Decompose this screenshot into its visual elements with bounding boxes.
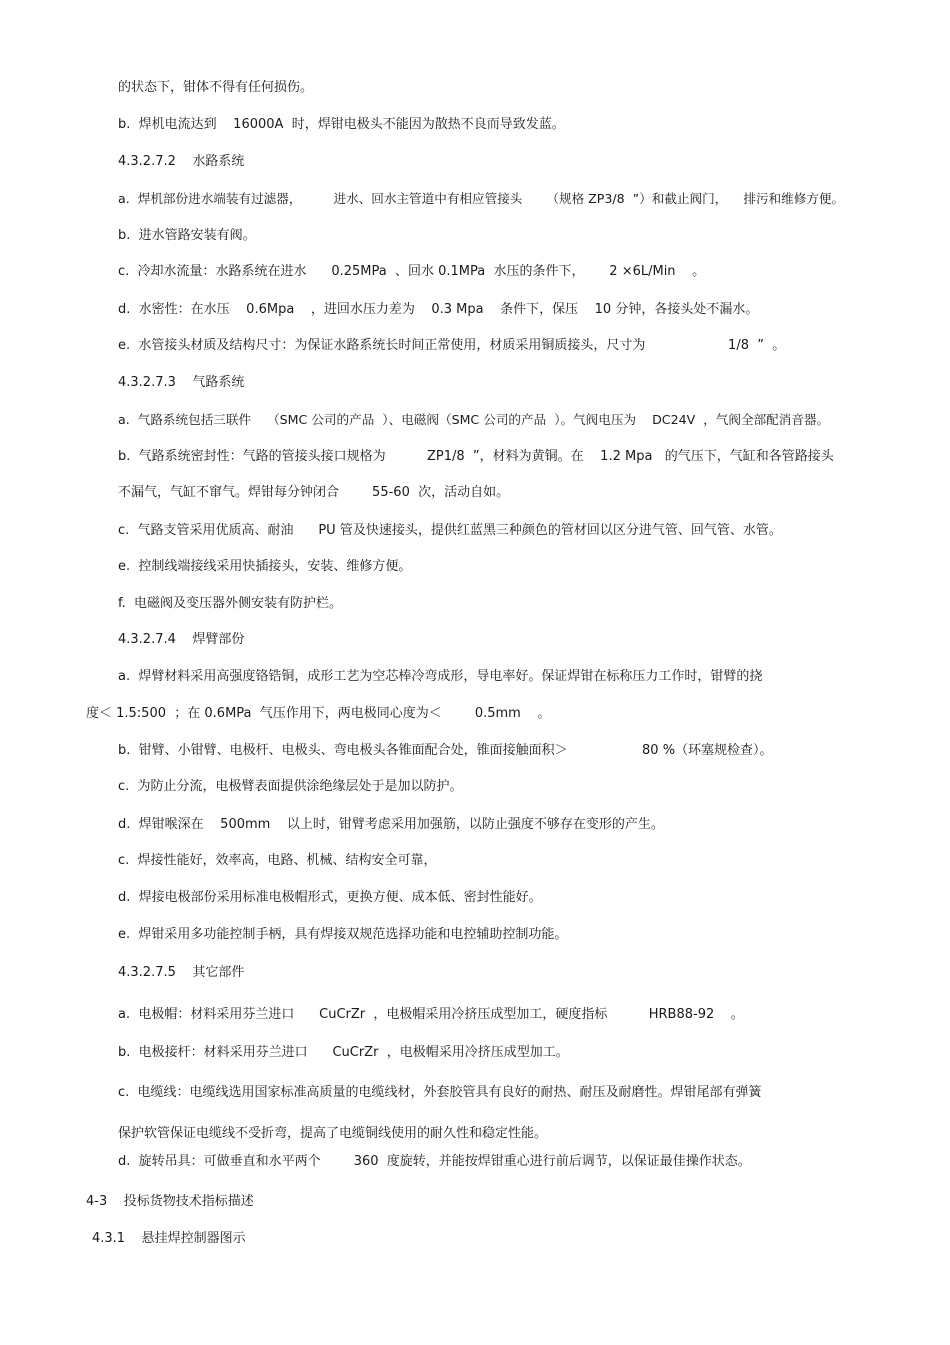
text-line: e. 水管接头材质及结构尺寸：为保证水路系统长时间正常使用，材质采用铜质接头，尺寸为 1/8 ” 。	[118, 338, 786, 353]
text-line: b. 钳臂、小钳臂、电极杆、电极头、弯电极头各锥面配合处，锥面接触面积＞ 80 %（环塞规检查）。	[118, 743, 773, 758]
text-line: d. 焊接电极部份采用标准电极帽形式，更换方便、成本低、密封性能好。	[118, 890, 542, 905]
text-line: b. 气路系统密封性：气路的管接头接口规格为 ZP1/8 ”，材料为黄铜。在 1.2 Mpa 的气压下，气缸和各管路接头	[118, 449, 834, 464]
text-line: d. 旋转吊具：可做垂直和水平两个 360 度旋转，并能按焊钳重心进行前后调节，以保证最佳操作状态。	[118, 1154, 751, 1169]
text-line: d. 水密性：在水压 0.6Mpa ，进回水压力差为 0.3 Mpa 条件下，保压 10 分钟，各接头处不漏水。	[118, 302, 759, 317]
text-line: a. 焊机部份进水端装有过滤器， 进水、回水主管道中有相应管接头 （规格 ZP3/8 ”）和截止阀门， 排污和维修方便。	[118, 191, 845, 206]
text-line: e. 控制线端接线采用快插接头，安装、维修方便。	[118, 559, 412, 574]
text-line: f. 电磁阀及变压器外侧安装有防护栏。	[118, 596, 343, 611]
text-line: a. 气路系统包括三联件 （SMC 公司的产品 ）、电磁阀（SMC 公司的产品 ）。气阀电压为 DC24V ，气阀全部配消音器。	[118, 412, 830, 427]
text-line: a. 焊臂材料采用高强度铬锆铜，成形工艺为空芯棒冷弯成形，导电率好。保证焊钳在标称压力工作时，钳臂的挠	[118, 669, 763, 684]
text-line: c. 焊接性能好，效率高，电路、机械、结构安全可靠，	[118, 853, 437, 868]
section-heading: 4.3.1 悬挂焊控制器图示	[92, 1231, 246, 1246]
text-line: c. 电缆线：电缆线选用国家标准高质量的电缆线材，外套胶管具有良好的耐热、耐压及耐磨性。焊钳尾部有弹簧	[118, 1085, 762, 1100]
section-heading: 4.3.2.7.5 其它部件	[118, 965, 245, 980]
text-line: b. 进水管路安装有阀。	[118, 228, 256, 243]
text-line: e. 焊钳采用多功能控制手柄，具有焊接双规范选择功能和电控辅助控制功能。	[118, 927, 568, 942]
section-heading: 4.3.2.7.3 气路系统	[118, 375, 245, 390]
text-line: 不漏气，气缸不窜气。焊钳每分钟闭合 55-60 次，活动自如。	[118, 485, 510, 500]
section-heading: 4.3.2.7.4 焊臂部份	[118, 632, 245, 647]
text-line: b. 电极接杆：材料采用芬兰进口 CuCrZr ，电极帽采用冷挤压成型加工。	[118, 1045, 569, 1060]
text-line: 度＜ 1.5:500 ；在 0.6MPa 气压作用下，两电极同心度为＜ 0.5mm 。	[86, 706, 551, 721]
text-line: 保护软管保证电缆线不受折弯，提高了电缆铜线使用的耐久性和稳定性能。	[118, 1126, 548, 1141]
section-heading: 4-3 投标货物技术指标描述	[86, 1194, 254, 1209]
text-line: a. 电极帽：材料采用芬兰进口 CuCrZr ，电极帽采用冷挤压成型加工，硬度指标 HRB88-92 。	[118, 1007, 744, 1022]
text-line: c. 为防止分流，电极臂表面提供涂绝缘层处于是加以防护。	[118, 779, 463, 794]
text-line: c. 冷却水流量：水路系统在进水 0.25MPa 、回水 0.1MPa 水压的条件下， 2 ×6L/Min 。	[118, 264, 706, 279]
section-heading: 4.3.2.7.2 水路系统	[118, 154, 245, 169]
text-line: d. 焊钳喉深在 500mm 以上时，钳臂考虑采用加强筋，以防止强度不够存在变形的产生。	[118, 817, 664, 832]
text-line: 的状态下，钳体不得有任何损伤。	[118, 80, 314, 95]
text-line: c. 气路支管采用优质高、耐油 PU 管及快速接头，提供红蓝黑三种颜色的管材回以区分进气管、回气管、水管。	[118, 523, 782, 538]
text-line: b. 焊机电流达到 16000A 时，焊钳电极头不能因为散热不良而导致发蓝。	[118, 117, 565, 132]
